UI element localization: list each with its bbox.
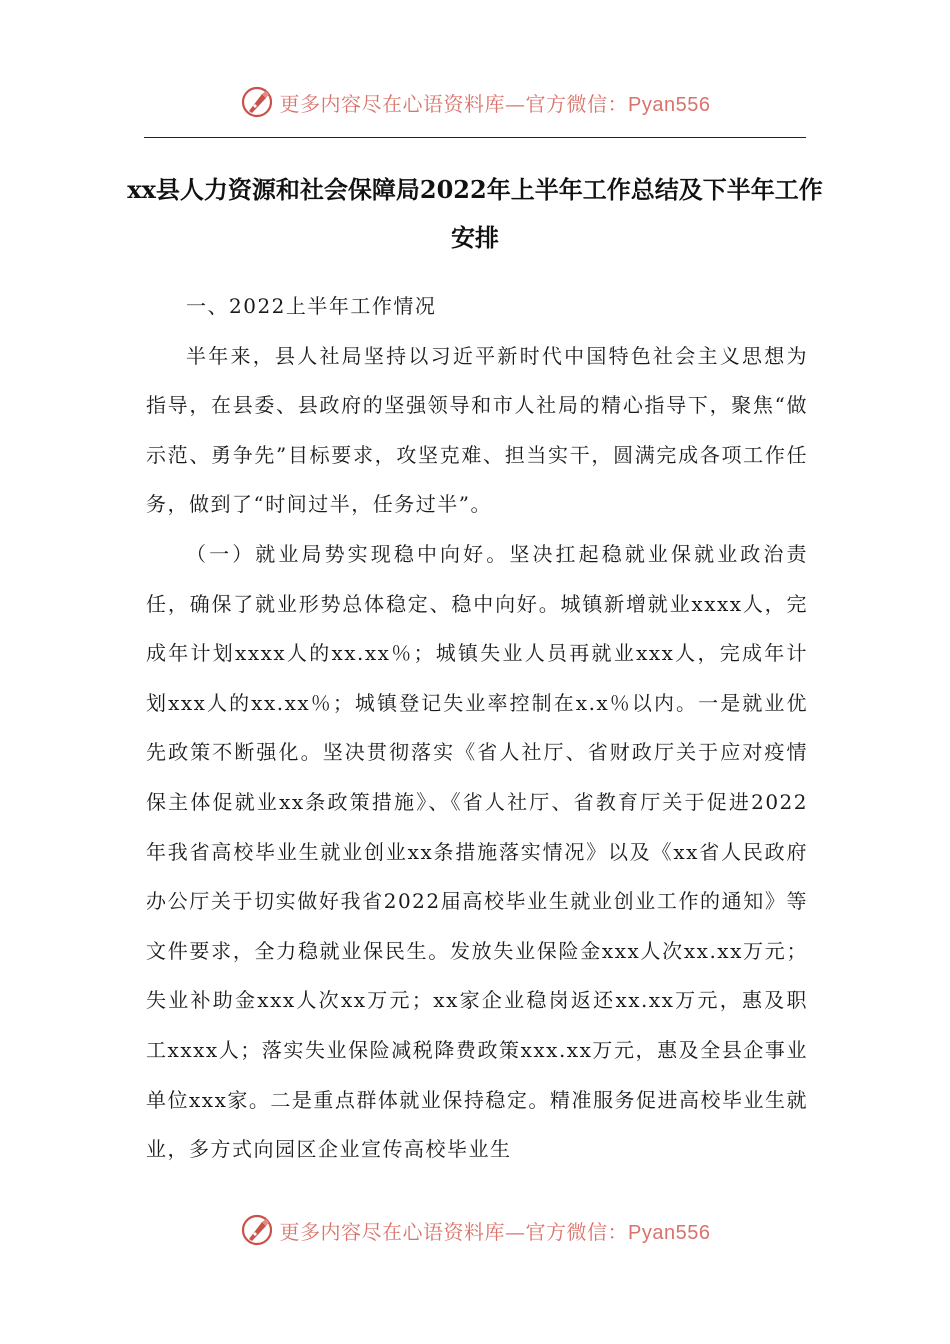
body-paragraph: 半年来，县人社局坚持以习近平新时代中国特色社会主义思想为指导，在县委、县政府的坚强领导和市人社局的精心指导下，聚焦“做示范、勇争先”目标要求，攻坚克难、担当实干，圆满完成各项工作任务，做到了“时间过半，任务过半”。	[146, 343, 808, 517]
section-heading: 一、2022上半年工作情况	[186, 294, 437, 318]
pen-nib-logo-icon	[240, 1213, 274, 1247]
watermark-text: 更多内容尽在心语资料库—官方微信：Pyan556	[279, 91, 711, 116]
pen-nib-logo-icon	[240, 85, 274, 119]
header-divider	[144, 137, 806, 138]
body-paragraph: （一）就业局势实现稳中向好。坚决扛起稳就业保就业政治责任，确保了就业形势总体稳定、稳中向好。城镇新增就业xxxx人，完成年计划xxxx人的xx.xx％；城镇失业人员再就业xxx人，完成年计划xxx人的xx.xx％；城镇登记失业率控制在x.x％以内。一是就业优先政策不断强化。坚决贯彻落实《省人社厅、省财政厅关于应对疫情保主体促就业xx条政策措施》、《省人社厅、省教育厅关于促进2022年我省高校毕业生就业创业xx条措施落实情况》以及《xx省人民政府办公厅关于切实做好我省2022届高校毕业生就业创业工作的通知》等文件要求，全力稳就业保民生。发放失业保险金xxx人次xx.xx万元；失业补助金xxx人次xx万元；xx家企业稳岗返还xx.xx万元，惠及职工xxxx人；落实失业保险减税降费政策xxx.xx万元，惠及全县企事业单位xxx家。二是重点群体就业保持稳定。精准服务促进高校毕业生就业，多方式向园区企业宣传高校毕业生	[146, 541, 808, 1162]
document-body	[146, 282, 808, 1175]
footer-watermark	[0, 1208, 950, 1252]
document-title: xx县人力资源和社会保障局2022年上半年工作总结及下半年工作安排	[127, 175, 823, 252]
watermark-text: 更多内容尽在心语资料库—官方微信：Pyan556	[279, 1219, 711, 1244]
header-watermark	[0, 80, 950, 124]
